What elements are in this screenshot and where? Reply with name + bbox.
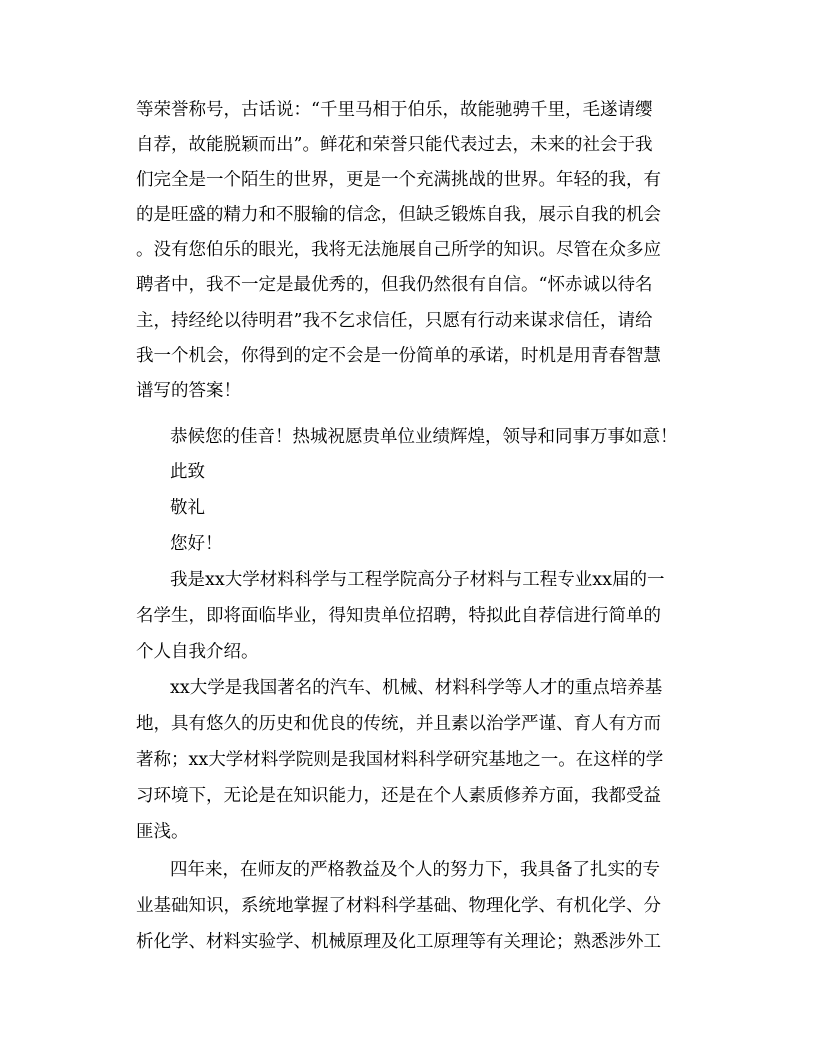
text-line: 等荣誉称号，古话说：“千里马相于伯乐，故能驰骋千里，毛遂请缨 — [136, 100, 653, 120]
text-line: 四年来，在师友的严格教益及个人的努力下，我具备了扎实的专 — [170, 860, 660, 880]
text-line: 析化学、材料实验学、机械原理及化工原理等有关理论；熟悉涉外工 — [136, 932, 661, 952]
text-line: 聘者中，我不一定是最优秀的，但我仍然很有自信。“怀赤诚以待名 — [136, 275, 653, 295]
salutation-jingli: 敬礼 — [170, 498, 205, 518]
text-line: xx大学是我国著名的汽车、机械、材料科学等人才的重点培养基 — [170, 678, 663, 698]
text-line: 自荐，故能脱颖而出”。鲜花和荣誉只能代表过去，未来的社会于我 — [136, 135, 653, 155]
text-line: 我是xx大学材料科学与工程学院高分子材料与工程专业xx届的一 — [170, 570, 665, 590]
text-line: 。没有您伯乐的眼光，我将无法施展自己所学的知识。尽管在众多应 — [136, 240, 661, 260]
text-line: 个人自我介绍。 — [136, 642, 259, 662]
text-line: 业基础知识，系统地掌握了材料科学基础、物理化学、有机化学、分 — [136, 896, 661, 916]
text-line: 著称；xx大学材料学院则是我国材料科学研究基地之一。在这样的学 — [136, 750, 664, 770]
text-line: 地，具有悠久的历史和优良的传统，并且素以治学严谨、育人有方而 — [136, 714, 661, 734]
text-line: 谱写的答案！ — [136, 381, 241, 401]
salutation-cizhi: 此致 — [170, 462, 205, 482]
text-line: 们完全是一个陌生的世界，更是一个充满挑战的世界。年轻的我，有 — [136, 170, 661, 190]
greeting: 您好！ — [170, 534, 223, 554]
text-line: 的是旺盛的精力和不服输的信念，但缺乏锻炼自我，展示自我的机会 — [136, 205, 661, 225]
text-line: 名学生，即将面临毕业，得知贵单位招聘，特拟此自荐信进行简单的 — [136, 606, 661, 626]
text-line: 习环境下，无论是在知识能力，还是在个人素质修养方面，我都受益 — [136, 786, 661, 806]
text-line: 匪浅。 — [136, 822, 189, 842]
text-line: 主，持经纶以待明君”我不乞求信任，只愿有行动来谋求信任，请给 — [136, 311, 653, 331]
closing-wish: 恭候您的佳音！热城祝愿贵单位业绩辉煌，领导和同事万事如意！ — [170, 427, 678, 447]
text-line: 我一个机会，你得到的定不会是一份简单的承诺，时机是用青春智慧 — [136, 346, 661, 366]
